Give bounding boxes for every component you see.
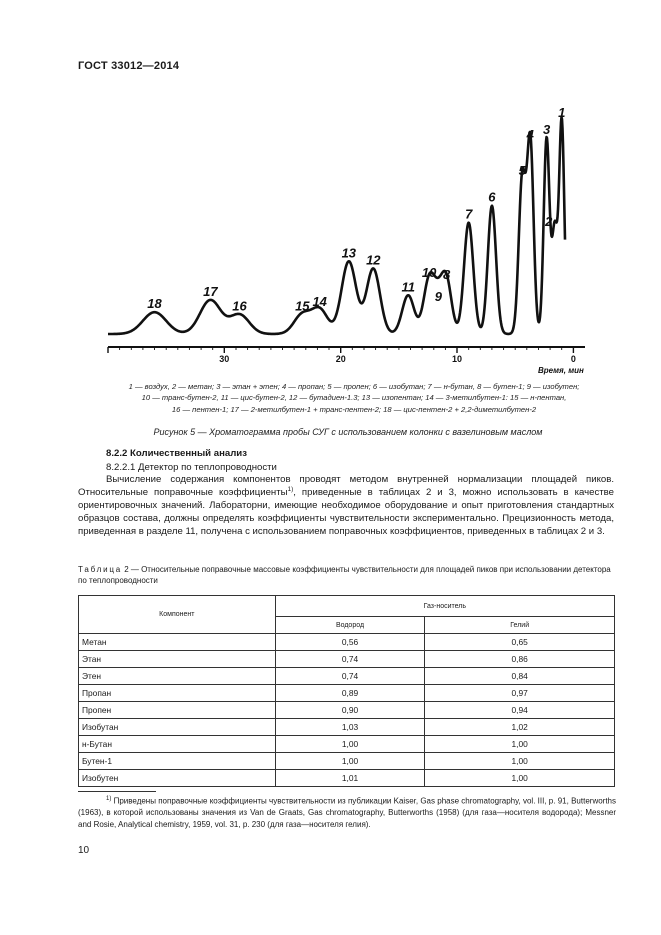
paragraph-text: Вычисление содержания компонентов проводят методом внутренней нормализации площадей пиков. Относительные поправочные коэффициенты bbox=[78, 474, 614, 498]
table-row bbox=[79, 753, 615, 770]
chromatogram-chart bbox=[0, 0, 661, 380]
header-hydrogen: Водород bbox=[275, 617, 425, 634]
legend-line: 1 — воздух, 2 — метан; 3 — этан + этен; 4 — пропан; 5 — пропен; 6 — изобутан; 7 — н-бутан, 8 — бутен-1; 9 — изобутен; bbox=[128, 382, 580, 391]
header-carrier-gas: Газ-носитель bbox=[275, 596, 614, 617]
peak-label-14: 14 bbox=[312, 293, 327, 309]
document-header: ГОСТ 33012—2014 bbox=[78, 60, 180, 72]
peak-label-16: 16 bbox=[232, 298, 247, 314]
peak-label-12: 12 bbox=[366, 252, 381, 268]
cell-component: Изобутан bbox=[79, 719, 276, 736]
peak-label-1: 1 bbox=[558, 105, 566, 120]
time-axis bbox=[108, 347, 585, 364]
cell-helium: 1,02 bbox=[425, 719, 615, 736]
x-axis-label: Время, мин bbox=[538, 366, 584, 375]
table-caption-text: 2 — Относительные поправочные массовые коэффициенты чувствительности для площадей пиков при использовании детектора по теплопроводности bbox=[78, 565, 611, 585]
peak-label-2: 2 bbox=[545, 213, 553, 229]
cell-helium: 0,84 bbox=[425, 668, 615, 685]
table-caption-prefix: Таблица bbox=[78, 565, 122, 574]
coefficients-table bbox=[78, 595, 615, 787]
peak-label-4: 4 bbox=[526, 126, 534, 142]
header-component: Компонент bbox=[79, 596, 276, 634]
peak-label-3: 3 bbox=[542, 122, 551, 137]
cell-hydrogen: 1,00 bbox=[275, 736, 425, 753]
table-row bbox=[79, 668, 615, 685]
peak-label-5: 5 bbox=[518, 163, 526, 179]
tick-label-30: 30 bbox=[219, 354, 230, 364]
figure-caption: Рисунок 5 — Хроматограмма пробы СУГ с использованием колонки с вазелиновым маслом bbox=[153, 427, 543, 437]
table-row bbox=[79, 651, 615, 668]
peak-label-18: 18 bbox=[147, 296, 162, 312]
tick-label-10: 10 bbox=[451, 354, 463, 364]
peak-label-15: 15 bbox=[295, 298, 310, 314]
peak-label-6: 6 bbox=[488, 189, 496, 205]
cell-component: Изобутен bbox=[79, 770, 276, 787]
tick-label-20: 20 bbox=[335, 354, 346, 364]
cell-hydrogen: 0,89 bbox=[275, 685, 425, 702]
section-heading: 8.2.2 Количественный анализ bbox=[106, 448, 247, 459]
cell-component: Пропан bbox=[79, 685, 276, 702]
subsection-heading: 8.2.2.1 Детектор по теплопроводности bbox=[106, 462, 277, 473]
body-paragraph bbox=[78, 473, 614, 538]
cell-helium: 0,94 bbox=[425, 702, 615, 719]
cell-helium: 1,00 bbox=[425, 770, 615, 787]
chart-legend bbox=[84, 381, 624, 415]
peak-label-17: 17 bbox=[203, 284, 218, 300]
footnote-text: Приведены поправочные коэффициенты чувствительности из публикации Kaiser, Gas phase chromatography, vol. III, p. 91, Butterworths (1963), в которой использованы значения из Van de Graats, Gas chromatography, Butterworths (1958) (для газа—носителя водорода); Messner and Rosie, Analytical chemistry, 1959, vol. 31, p. 230 (для газа—носителя гелия). bbox=[78, 796, 616, 829]
tick-label-0: 0 bbox=[570, 354, 576, 364]
cell-hydrogen: 0,74 bbox=[275, 651, 425, 668]
cell-hydrogen: 0,90 bbox=[275, 702, 425, 719]
signal-trace bbox=[108, 117, 565, 334]
table-row bbox=[79, 736, 615, 753]
cell-hydrogen: 0,74 bbox=[275, 668, 425, 685]
peak-label-8: 8 bbox=[442, 267, 451, 283]
peak-label-7: 7 bbox=[465, 206, 473, 222]
table-row bbox=[79, 719, 615, 736]
peaks-layer bbox=[108, 105, 565, 334]
cell-component: Этен bbox=[79, 668, 276, 685]
cell-helium: 1,00 bbox=[425, 736, 615, 753]
table-row bbox=[79, 770, 615, 787]
peak-label-10: 10 bbox=[421, 264, 437, 280]
cell-component: Этан bbox=[79, 651, 276, 668]
table-header-row bbox=[79, 596, 615, 617]
legend-line: 10 — транс-бутен-2, 11 — цис-бутен-2, 12 — бутадиен-1.3; 13 — изопентан; 14 — 3-метилбутен-1: 15 — н-пентан, bbox=[141, 393, 567, 403]
cell-component: Метан bbox=[79, 634, 276, 651]
cell-component: Бутен-1 bbox=[79, 753, 276, 770]
cell-helium: 0,65 bbox=[425, 634, 615, 651]
header-helium: Гелий bbox=[425, 617, 615, 634]
footnote-ref: 1) bbox=[287, 485, 294, 493]
cell-hydrogen: 1,00 bbox=[275, 753, 425, 770]
footnote bbox=[78, 794, 616, 830]
cell-component: Пропен bbox=[79, 702, 276, 719]
page-number: 10 bbox=[78, 845, 90, 856]
table-row bbox=[79, 685, 615, 702]
cell-hydrogen: 0,56 bbox=[275, 634, 425, 651]
peak-label-13: 13 bbox=[341, 245, 357, 261]
paragraph-text: , приведенные в таблицах 2 и 3, можно использовать в качестве ориентировочных значений. Лабораторни, имеющие необходимое оборудование и опыт приготовления стандартных образцов состава, должны определять коэффициенты чувствительности экспериментально. Прецизионность метода, приведенная в разделе 11, получена с использованием поправочных коэффициентов, приведенных в таблицах 2 и 3. bbox=[78, 487, 614, 537]
peak-label-9: 9 bbox=[434, 289, 443, 304]
cell-helium: 1,00 bbox=[425, 753, 615, 770]
peak-label-11: 11 bbox=[401, 279, 415, 295]
footnote-divider bbox=[78, 791, 156, 792]
table-caption bbox=[78, 564, 616, 586]
cell-component: н-Бутан bbox=[79, 736, 276, 753]
cell-hydrogen: 1,03 bbox=[275, 719, 425, 736]
legend-line: 16 — пентен-1; 17 — 2-метилбутен-1 + транс-пентен-2; 18 — цис-пентен-2 + 2,2-диметилбутен-2 bbox=[171, 404, 537, 414]
footnote-marker: 1) bbox=[106, 796, 112, 802]
cell-hydrogen: 1,01 bbox=[275, 770, 425, 787]
cell-helium: 0,97 bbox=[425, 685, 615, 702]
table-row bbox=[79, 634, 615, 651]
cell-helium: 0,86 bbox=[425, 651, 615, 668]
table-row bbox=[79, 702, 615, 719]
